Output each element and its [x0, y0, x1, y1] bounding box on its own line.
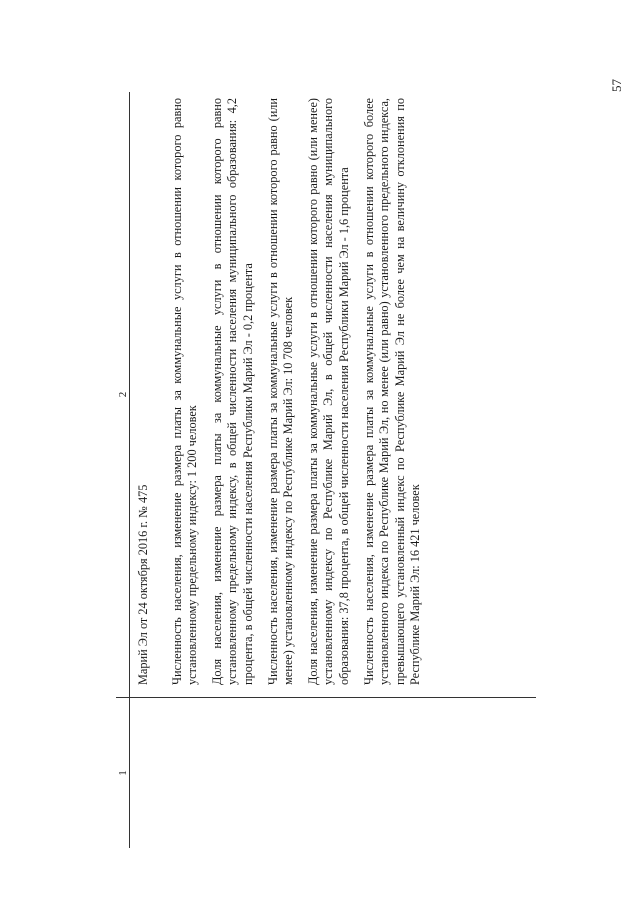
table-header-row: [116, 92, 130, 848]
column-1-cell: [130, 697, 536, 848]
column-1-header: 1: [116, 697, 130, 848]
paragraph-decree-reference: Марий Эл от 24 октября 2016 г. № 475: [136, 484, 150, 685]
rotated-document-content: [116, 92, 536, 848]
column-2-header: 2: [116, 92, 130, 697]
table-body-row: [130, 92, 536, 848]
paragraph-share-equal-or-less-index: Доля населения, изменение размера платы за коммунальные услуги в отношении которого равно (или менее) установленному индексу по Республике Марий Эл, в общей численности населения муниципального образования: 37,8 процента, в общей численности населения Республики Марий Эл - 1,6 процента: [305, 98, 351, 685]
column-2-cell: [130, 92, 536, 697]
page-number: 57: [609, 79, 624, 92]
data-table: [116, 92, 536, 848]
paragraph-share-equal-limit: Доля населения, изменение размера платы за коммунальные услуги в отношении которого равно установленному предельному индексу, в общей численности населения муниципального образования: 4,2 процента, в общей численности населения Республики Марий Эл - 0,2 процента: [209, 98, 255, 685]
paragraph-population-equal-limit: Численность населения, изменение размера платы за коммунальные услуги в отношении которого равно установленному предельному индексу: 1 200 человек: [169, 98, 200, 685]
paragraph-population-equal-or-less-index: Численность населения, изменение размера платы за коммунальные услуги в отношении которого равно (или менее) установленному индексу по Республике Марий Эл: 10 708 человек: [265, 98, 296, 685]
paragraph-population-above-index: Численность населения, изменение размера платы за коммунальные услуги в отношении которого более установленного индекса по Республике Марий Эл, но менее (или равно) установленного предельного индекса, превышающего установленный индекс по Республике Марий Эл не более чем на величину отклонения по Республике Марий Эл: 16 421 человек: [361, 98, 423, 685]
